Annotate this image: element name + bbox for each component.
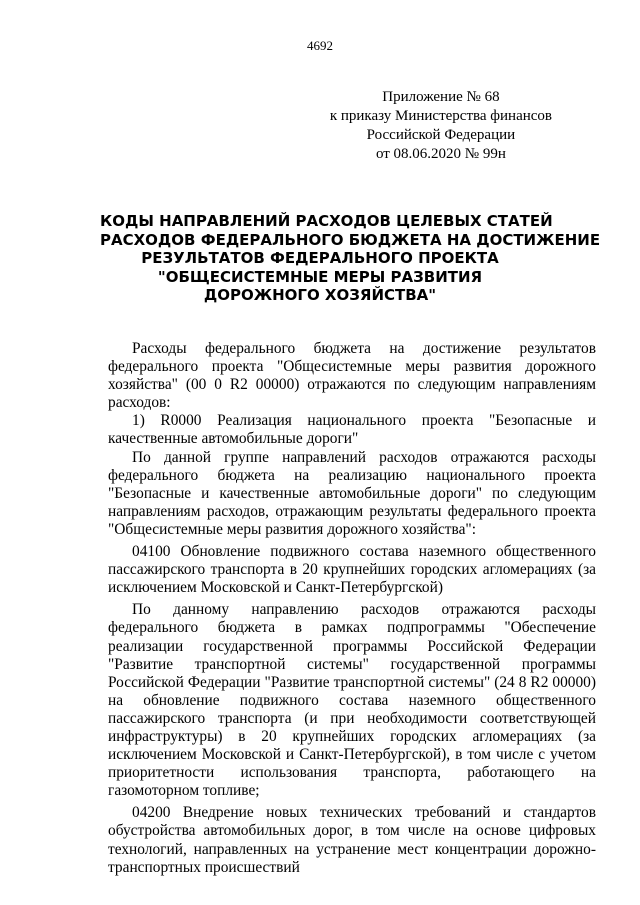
page-number: 4692 (307, 38, 333, 53)
title-line: РАСХОДОВ ФЕДЕРАЛЬНОГО БЮДЖЕТА НА ДОСТИЖЕНИЕ (100, 230, 601, 249)
paragraph-04100-description: По данному направлению расходов отражаются расходы федерального бюджета в рамках подпрограммы "Обеспечение реализации государственной программы Российской Федерации "Развитие транспортной системы" государственной программы Российской Федерации "Развитие транспортной системы" (24 8 R2 00000) на обновление подвижного состава наземного общественного пассажирского транспорта (и при необходимости соответствующей инфраструктуры) в 20 крупнейших городских агломерациях (за исключением Московской и Санкт-Петербургской), в том числе с учетом приоритетности использования транспорта, работающего на газомоторном топливе; (108, 601, 596, 800)
paragraph-item-r0000: 1) R0000 Реализация национального проекта "Безопасные и качественные автомобильные дороги" (108, 412, 596, 448)
appendix-header (330, 88, 552, 164)
paragraph-code-04200: 04200 Внедрение новых технических требований и стандартов обустройства автомобильных дорог, в том числе на основе цифровых технологий, направленных на устранение мест концентрации дорожно-транспортных происшествий (108, 804, 596, 876)
paragraph-intro: Расходы федерального бюджета на достижение результатов федерального проекта "Общесистемные меры развития дорожного хозяйства" (00 0 R2 00000) отражаются по следующим направлениям расходов: (108, 340, 596, 412)
title-line: РЕЗУЛЬТАТОВ ФЕДЕРАЛЬНОГО ПРОЕКТА (141, 249, 499, 267)
paragraph-code-04100: 04100 Обновление подвижного состава наземного общественного пассажирского транспорта в 20 крупнейших городских агломерациях (за исключением Московской и Санкт-Петербургской) (108, 543, 596, 597)
paragraph-group-description: По данной группе направлений расходов отражаются расходы федерального бюджета на реализацию национального проекта "Безопасные и качественные автомобильные дороги" по следующим направлениям расходов, отражающим результаты федерального проекта "Общесистемные меры развития дорожного хозяйства": (108, 448, 596, 538)
title-line: "ОБЩЕСИСТЕМНЫЕ МЕРЫ РАЗВИТИЯ (157, 267, 483, 286)
document-body (108, 340, 596, 877)
appendix-line: Российской Федерации (366, 127, 516, 143)
appendix-line: к приказу Министерства финансов (329, 108, 552, 124)
appendix-line: Приложение № 68 (382, 89, 500, 105)
title-line: ДОРОЖНОГО ХОЗЯЙСТВА" (203, 286, 437, 304)
appendix-line: от 08.06.2020 № 99н (375, 146, 506, 162)
title-line: КОДЫ НАПРАВЛЕНИЙ РАСХОДОВ ЦЕЛЕВЫХ СТАТЕЙ (100, 212, 553, 230)
document-title (100, 212, 601, 305)
